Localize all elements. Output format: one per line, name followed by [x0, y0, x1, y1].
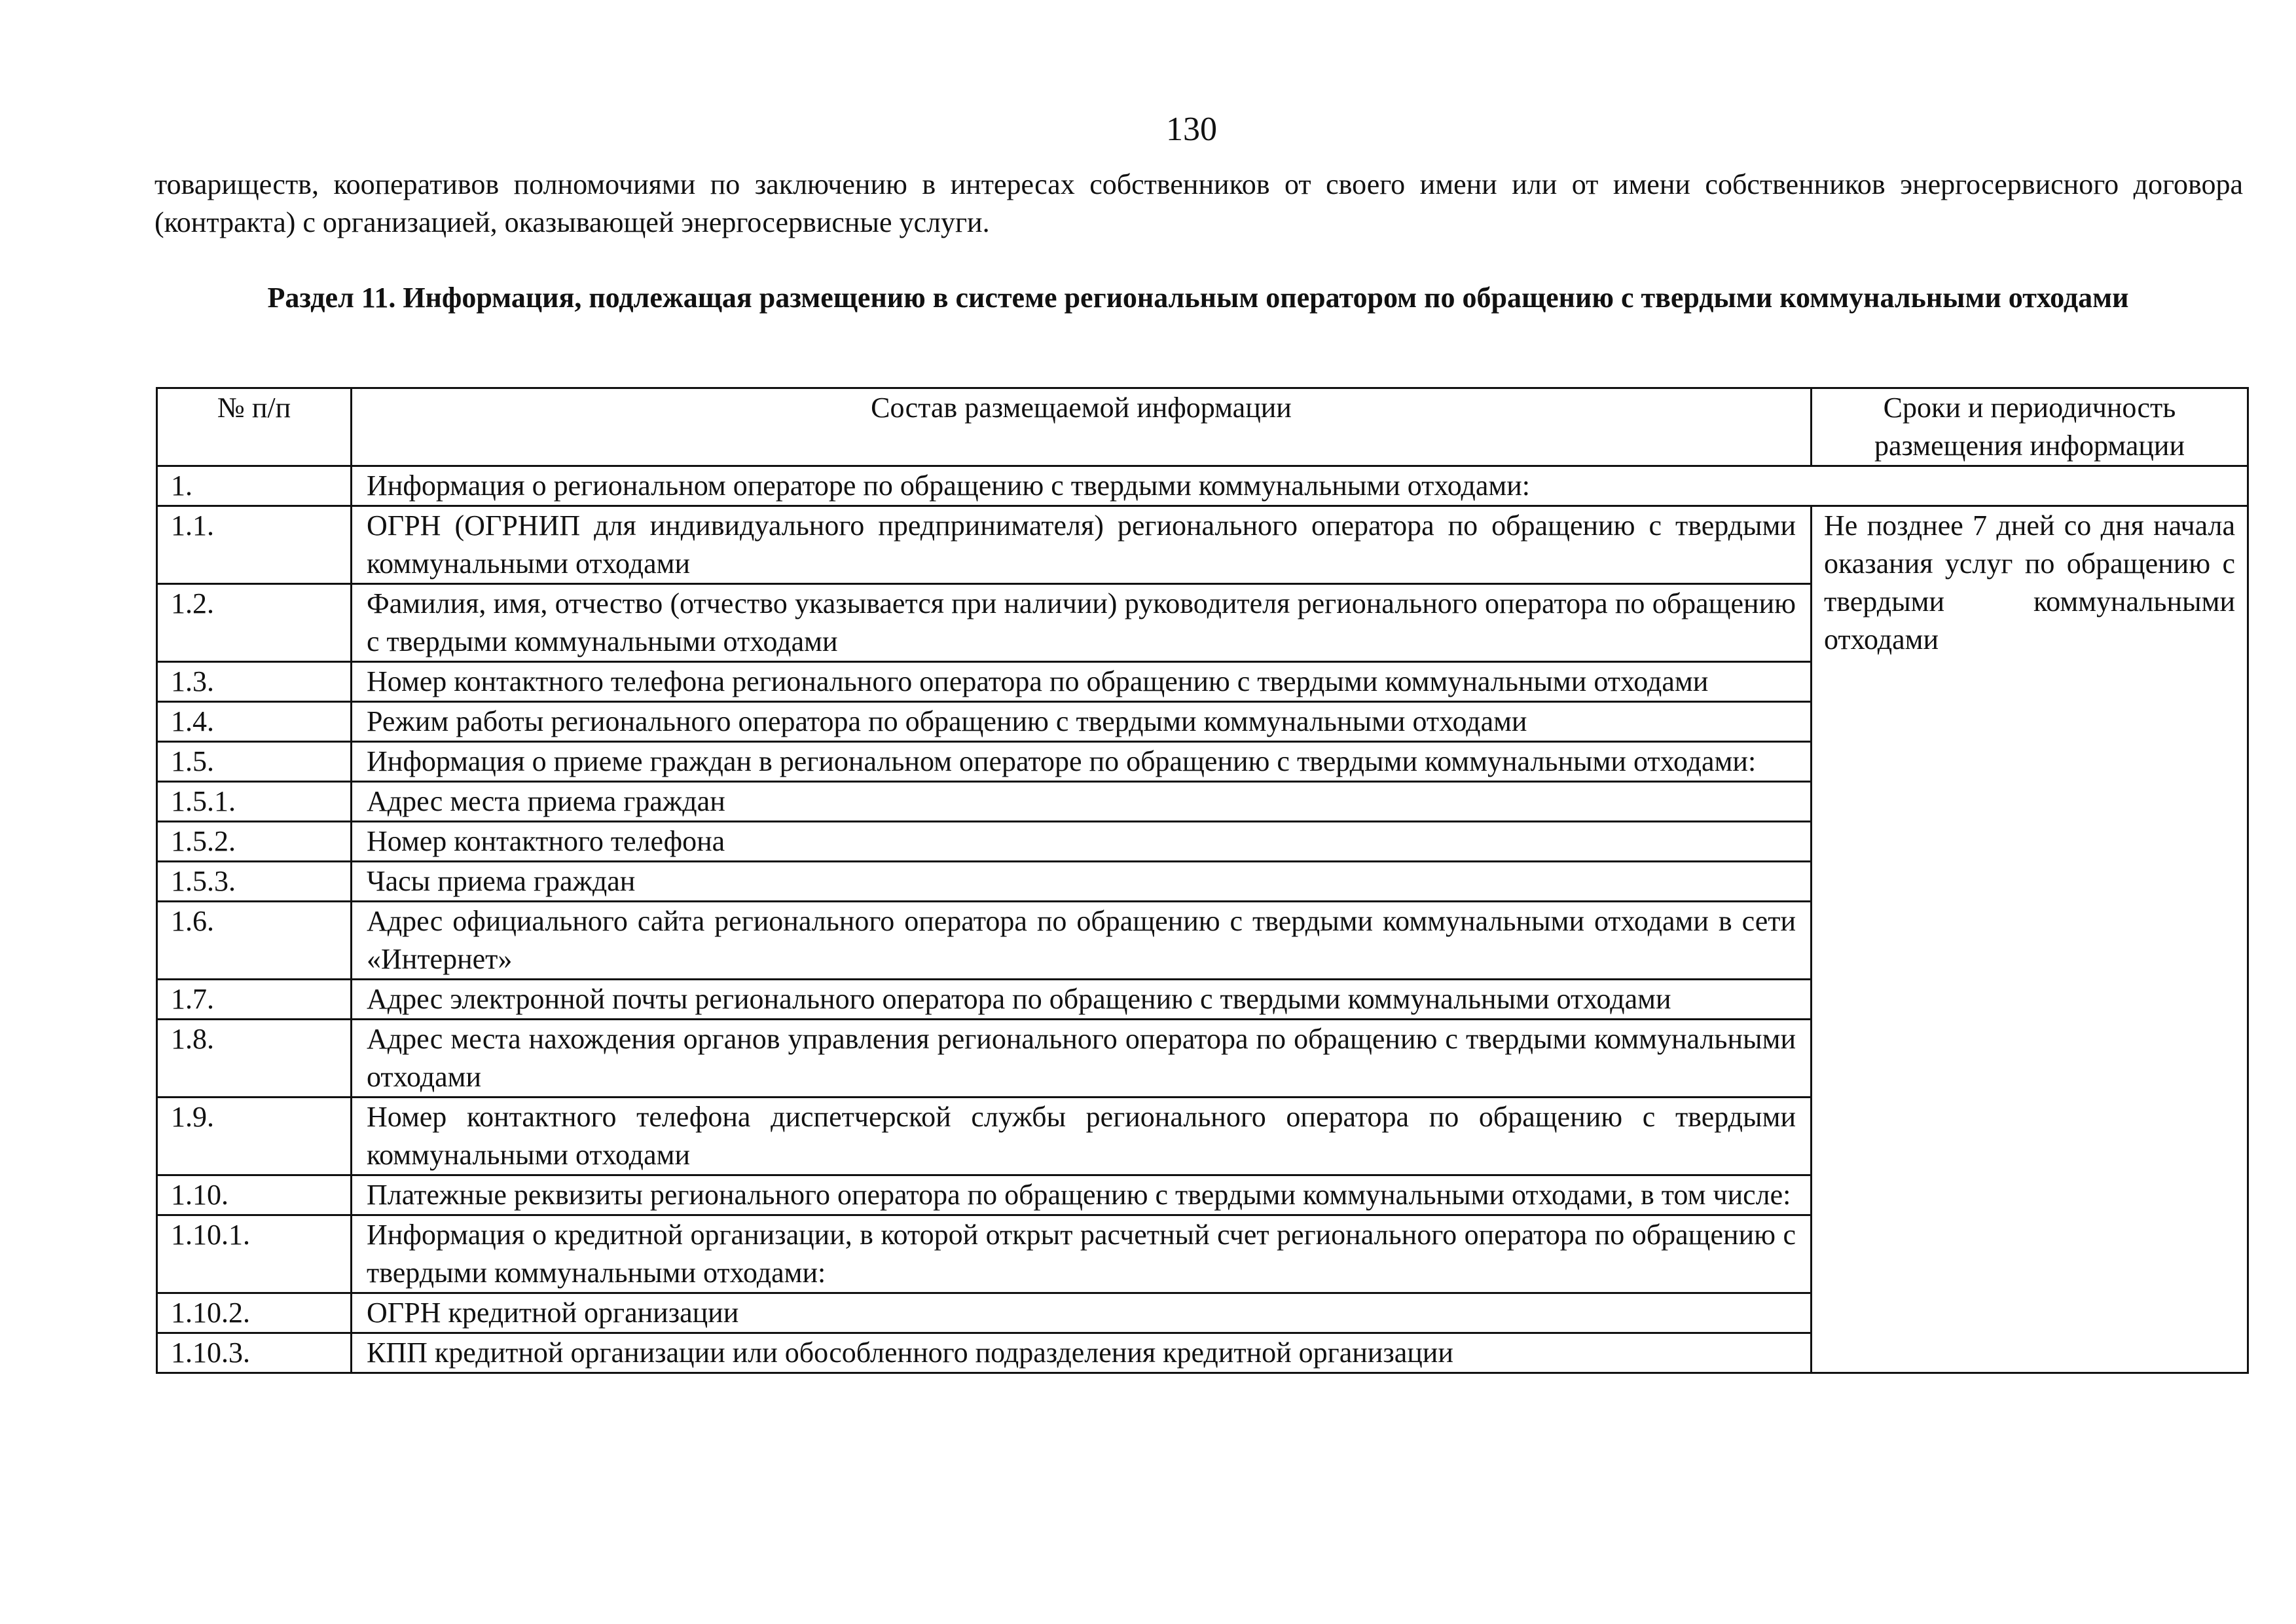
info-table: [156, 387, 2249, 1374]
table-header-row: [157, 388, 2248, 466]
row-content: Информация о приеме граждан в региональном операторе по обращению с твердыми коммунальными отходами:: [352, 742, 1812, 782]
row-number: 1.10.1.: [157, 1215, 352, 1293]
table-row: [157, 506, 2248, 584]
row-number: 1.5.3.: [157, 862, 352, 902]
row-number: 1.2.: [157, 584, 352, 662]
group-number: 1.: [157, 466, 352, 506]
row-number: 1.5.: [157, 742, 352, 782]
row-content: Платежные реквизиты регионального оператора по обращению с твердыми коммунальными отходами, в том числе:: [352, 1175, 1812, 1215]
row-number: 1.10.: [157, 1175, 352, 1215]
row-content: Адрес официального сайта регионального оператора по обращению с твердыми коммунальными отходами в сети «Интернет»: [352, 902, 1812, 980]
row-number: 1.9.: [157, 1098, 352, 1175]
section-title: Раздел 11. Информация, подлежащая размещению в системе региональным оператором по обращению с твердыми коммунальными отходами: [267, 282, 2129, 314]
row-number: 1.1.: [157, 506, 352, 584]
row-content: Номер контактного телефона диспетчерской службы регионального оператора по обращению с твердыми коммунальными отходами: [352, 1098, 1812, 1175]
group-text: Информация о региональном операторе по обращению с твердыми коммунальными отходами:: [352, 466, 2248, 506]
header-number: № п/п: [157, 388, 352, 466]
row-number: 1.5.2.: [157, 822, 352, 862]
row-number: 1.4.: [157, 702, 352, 742]
row-number: 1.7.: [157, 980, 352, 1020]
row-content: Номер контактного телефона: [352, 822, 1812, 862]
row-content: Адрес электронной почты регионального оператора по обращению с твердыми коммунальными отходами: [352, 980, 1812, 1020]
row-content: Часы приема граждан: [352, 862, 1812, 902]
row-number: 1.8.: [157, 1020, 352, 1098]
row-content: ОГРН кредитной организации: [352, 1293, 1812, 1333]
row-content: КПП кредитной организации или обособленного подразделения кредитной организации: [352, 1333, 1812, 1373]
row-number: 1.10.2.: [157, 1293, 352, 1333]
row-number: 1.6.: [157, 902, 352, 980]
row-content: Режим работы регионального оператора по обращению с твердыми коммунальными отходами: [352, 702, 1812, 742]
deadline-cell: Не позднее 7 дней со дня начала оказания услуг по обращению с твердыми коммунальными отходами: [1812, 506, 2248, 1373]
row-number: 1.5.1.: [157, 782, 352, 822]
row-number: 1.3.: [157, 662, 352, 702]
header-deadline: Сроки и периодичность размещения информации: [1812, 388, 2248, 466]
intro-paragraph: товариществ, кооперативов полномочиями по заключению в интересах собственников от своего имени или от имени собственников энергосервисного договора (контракта) с организацией, оказывающей энергосервисные услуги.: [155, 168, 2243, 238]
row-content: Информация о кредитной организации, в которой открыт расчетный счет регионального оператора по обращению с твердыми коммунальными отходами:: [352, 1215, 1812, 1293]
table-group-row: [157, 466, 2248, 506]
page-number: 130: [1166, 111, 1217, 148]
row-content: Фамилия, имя, отчество (отчество указывается при наличии) руководителя регионального оператора по обращению с твердыми коммунальными отходами: [352, 584, 1812, 662]
row-content: Номер контактного телефона регионального оператора по обращению с твердыми коммунальными отходами: [352, 662, 1812, 702]
row-content: ОГРН (ОГРНИП для индивидуального предпринимателя) регионального оператора по обращению с твердыми коммунальными отходами: [352, 506, 1812, 584]
row-content: Адрес места приема граждан: [352, 782, 1812, 822]
header-content: Состав размещаемой информации: [352, 388, 1812, 466]
row-number: 1.10.3.: [157, 1333, 352, 1373]
row-content: Адрес места нахождения органов управления регионального оператора по обращению с твердыми коммунальными отходами: [352, 1020, 1812, 1098]
